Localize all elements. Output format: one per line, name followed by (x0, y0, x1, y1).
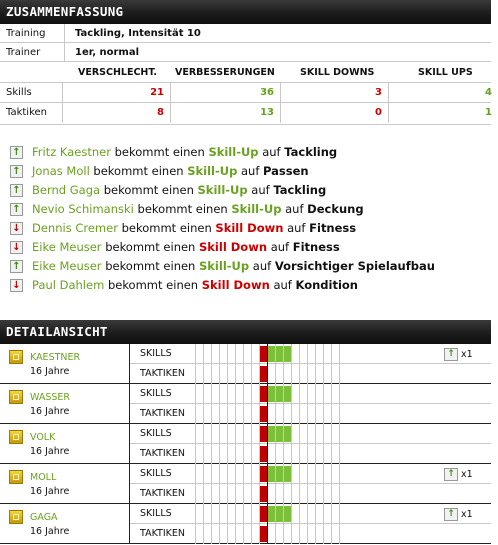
stats-cell: 21 (62, 83, 170, 103)
player-info (0, 464, 130, 504)
player-card-icon[interactable] (9, 350, 23, 364)
event-auf: auf (252, 259, 272, 273)
tactics-decline-bar (260, 446, 267, 462)
grid-line (219, 424, 220, 464)
training-info-table (0, 24, 491, 62)
event-auf: auf (251, 183, 270, 197)
grid-line (331, 344, 332, 384)
player-age: 16 Jahre (30, 366, 70, 377)
event-auf: auf (262, 145, 281, 159)
detail-table (0, 344, 491, 544)
change-grid (195, 344, 435, 384)
trainer-value: 1er, normal (65, 43, 492, 62)
grid-line (339, 424, 340, 464)
player-info (0, 504, 130, 544)
change-grid (195, 424, 435, 464)
skills-label: SKILLS (140, 508, 172, 519)
tactics-decline-bar (260, 406, 267, 422)
event-auf: auf (241, 164, 260, 178)
skills-label: SKILLS (140, 428, 172, 439)
tactics-decline-bar (260, 486, 267, 502)
event-skill: Fitness (292, 240, 340, 254)
stats-row-taktiken (0, 102, 491, 123)
player-name-link[interactable]: WASSER (30, 392, 71, 403)
skills-decline-bar (260, 426, 267, 442)
stats-header-verbesserungen: VERBESSERUNGEN (175, 67, 275, 78)
event-text: bekommt einen (105, 240, 196, 254)
event-player-link[interactable]: Eike Meuser (32, 240, 102, 254)
grid-line (323, 424, 324, 464)
change-grid (195, 384, 435, 424)
skills-improve-bar (268, 426, 275, 442)
event-auf: auf (287, 221, 306, 235)
skill-up-count: x1 (461, 349, 473, 360)
grid-line (291, 504, 292, 544)
grid-line (195, 344, 196, 384)
skills-improve-bar (276, 346, 283, 362)
player-info (0, 384, 130, 424)
grid-line (323, 504, 324, 544)
training-label: Training (0, 24, 65, 43)
grid-line (339, 384, 340, 424)
event-text: bekommt einen (105, 259, 196, 273)
grid-line (291, 384, 292, 424)
grid-line (195, 464, 196, 504)
grid-line (227, 384, 228, 424)
grid-line (299, 424, 300, 464)
grid-line (203, 384, 204, 424)
player-row (0, 464, 491, 504)
grid-line (243, 344, 244, 384)
player-age: 16 Jahre (30, 486, 70, 497)
grid-line (219, 464, 220, 504)
player-row (0, 384, 491, 424)
skills-label: SKILLS (140, 348, 172, 359)
grid-line (195, 384, 196, 424)
grid-line (307, 344, 308, 384)
stats-cell: 13 (170, 103, 280, 123)
event-text: bekommt einen (121, 221, 212, 235)
player-row (0, 424, 491, 464)
arrow-down-icon: ↓ (10, 241, 23, 254)
grid-line (331, 384, 332, 424)
tactics-decline-bar (260, 366, 267, 382)
event-kind: Skill Down (215, 221, 284, 235)
grid-line (251, 464, 252, 504)
grid-line (251, 504, 252, 544)
grid-line (203, 464, 204, 504)
grid-line (323, 384, 324, 424)
event-item (0, 219, 491, 238)
event-kind: Skill-Up (197, 183, 248, 197)
tactics-label: TAKTIKEN (140, 408, 185, 419)
event-list (0, 143, 491, 295)
skills-improve-bar (284, 506, 291, 522)
stats-row-label: Skills (6, 87, 32, 98)
grid-line (307, 504, 308, 544)
skill-up-count: x1 (461, 509, 473, 520)
tactics-label: TAKTIKEN (140, 528, 185, 539)
skill-up-icon: ↑ (444, 468, 458, 481)
grid-line (235, 384, 236, 424)
skills-improve-bar (276, 466, 283, 482)
skills-improve-bar (268, 346, 275, 362)
event-item (0, 257, 491, 276)
player-name-link[interactable]: MOLL (30, 472, 57, 483)
grid-line (243, 424, 244, 464)
arrow-up-icon: ↑ (10, 146, 23, 159)
arrow-up-icon: ↑ (10, 184, 23, 197)
event-item (0, 162, 491, 181)
tactics-label: TAKTIKEN (140, 368, 185, 379)
event-kind: Skill-Up (208, 145, 259, 159)
skills-label: SKILLS (140, 388, 172, 399)
event-skill: Vorsichtiger Spielaufbau (274, 259, 435, 273)
grid-line (243, 504, 244, 544)
grid-line (323, 464, 324, 504)
grid-line (315, 504, 316, 544)
grid-line (315, 344, 316, 384)
event-auf: auf (273, 278, 292, 292)
grid-line (227, 344, 228, 384)
grid-line (211, 464, 212, 504)
event-player-link[interactable]: Jonas Moll (32, 164, 90, 178)
arrow-up-icon: ↑ (10, 203, 23, 216)
skills-improve-bar (276, 426, 283, 442)
trainer-label: Trainer (0, 43, 65, 62)
grid-line (331, 464, 332, 504)
grid-line (227, 464, 228, 504)
skill-up-count: x1 (461, 469, 473, 480)
skills-decline-bar (260, 346, 267, 362)
summary-header: ZUSAMMENFASSUNG (0, 0, 491, 24)
event-text: bekommt einen (93, 164, 184, 178)
grid-line (243, 464, 244, 504)
player-name-link[interactable]: GAGA (30, 512, 58, 523)
trainer-row (0, 43, 491, 62)
skill-up-icon: ↑ (444, 348, 458, 361)
grid-line (251, 344, 252, 384)
event-item (0, 276, 491, 295)
grid-line (235, 424, 236, 464)
grid-line (203, 344, 204, 384)
event-kind: Skill Down (201, 278, 270, 292)
grid-line (203, 424, 204, 464)
tactics-decline-bar (260, 526, 267, 542)
change-grid (195, 464, 435, 504)
grid-line (315, 384, 316, 424)
event-kind: Skill-Up (199, 259, 250, 273)
event-player-link[interactable]: Dennis Cremer (32, 221, 118, 235)
grid-line (235, 504, 236, 544)
event-skill: Passen (263, 164, 309, 178)
skills-label: SKILLS (140, 468, 172, 479)
grid-line (243, 384, 244, 424)
grid-line (235, 464, 236, 504)
event-text: bekommt einen (137, 202, 228, 216)
player-age: 16 Jahre (30, 526, 70, 537)
grid-line (227, 504, 228, 544)
skills-improve-bar (276, 386, 283, 402)
grid-line (339, 344, 340, 384)
grid-line (203, 504, 204, 544)
grid-line (211, 384, 212, 424)
event-text: bekommt einen (114, 145, 205, 159)
grid-line (195, 504, 196, 544)
player-card-icon[interactable] (9, 510, 23, 524)
event-item (0, 238, 491, 257)
training-value: Tackling, Intensität 10 (65, 24, 492, 43)
player-age: 16 Jahre (30, 446, 70, 457)
event-kind: Skill-Up (231, 202, 282, 216)
grid-line (211, 344, 212, 384)
grid-line (291, 464, 292, 504)
grid-line (299, 504, 300, 544)
grid-line (219, 384, 220, 424)
event-kind: Skill-Up (187, 164, 238, 178)
grid-line (331, 424, 332, 464)
grid-line (299, 344, 300, 384)
stats-cell: 1 (388, 103, 498, 123)
event-player-link[interactable]: Paul Dahlem (32, 278, 105, 292)
grid-line (299, 464, 300, 504)
grid-line (211, 504, 212, 544)
event-item (0, 200, 491, 219)
skills-improve-bar (284, 346, 291, 362)
player-age: 16 Jahre (30, 406, 70, 417)
grid-line (195, 424, 196, 464)
player-info (0, 424, 130, 464)
skill-up-icon: ↑ (444, 508, 458, 521)
event-player-link[interactable]: Bernd Gaga (32, 183, 101, 197)
grid-line (307, 464, 308, 504)
arrow-up-icon: ↑ (10, 165, 23, 178)
player-info (0, 344, 130, 384)
grid-line (251, 384, 252, 424)
grid-line (219, 344, 220, 384)
stats-cell: 4 (388, 83, 498, 103)
event-skill: Fitness (309, 221, 357, 235)
grid-line (323, 344, 324, 384)
player-name-link[interactable]: VOLK (30, 432, 56, 443)
grid-line (315, 464, 316, 504)
stats-header-skill-downs: SKILL DOWNS (300, 67, 375, 78)
stats-cell: 3 (280, 83, 388, 103)
grid-line (235, 344, 236, 384)
grid-line (211, 424, 212, 464)
event-auf: auf (270, 240, 290, 254)
event-skill: Deckung (307, 202, 364, 216)
stats-cell: 36 (170, 83, 280, 103)
grid-line (251, 424, 252, 464)
skills-improve-bar (276, 506, 283, 522)
stats-row-label: Taktiken (6, 107, 47, 118)
grid-line (315, 424, 316, 464)
grid-line (219, 504, 220, 544)
arrow-up-icon: ↑ (10, 260, 23, 273)
stats-cell: 8 (62, 103, 170, 123)
arrow-down-icon: ↓ (10, 222, 23, 235)
stats-row-skills (0, 82, 491, 103)
arrow-down-icon: ↓ (10, 279, 23, 292)
stats-header-verschlecht: VERSCHLECHT. (78, 67, 158, 78)
event-text: bekommt einen (107, 278, 199, 292)
change-grid (195, 504, 435, 544)
skills-improve-bar (284, 386, 291, 402)
event-text: bekommt einen (103, 183, 194, 197)
grid-line (307, 424, 308, 464)
event-player-link[interactable]: Nevio Schimanski (32, 202, 134, 216)
stats-header-skill-ups: SKILL UPS (418, 67, 473, 78)
skills-decline-bar (260, 386, 267, 402)
grid-line (227, 424, 228, 464)
skills-improve-bar (284, 426, 291, 442)
event-kind: Skill Down (199, 240, 268, 254)
event-auf: auf (285, 202, 304, 216)
stats-table (0, 64, 491, 125)
player-name-link[interactable]: KAESTNER (30, 352, 81, 363)
grid-line (291, 344, 292, 384)
player-row (0, 504, 491, 544)
skills-decline-bar (260, 506, 267, 522)
tactics-label: TAKTIKEN (140, 448, 185, 459)
skills-decline-bar (260, 466, 267, 482)
grid-line (299, 384, 300, 424)
event-skill: Tackling (284, 145, 338, 159)
detail-header: DETAILANSICHT (0, 320, 491, 344)
tactics-label: TAKTIKEN (140, 488, 185, 499)
player-row (0, 344, 491, 384)
grid-line (331, 504, 332, 544)
event-skill: Kondition (295, 278, 358, 292)
stats-cell: 0 (280, 103, 388, 123)
grid-line (339, 464, 340, 504)
grid-line (307, 384, 308, 424)
player-card-icon[interactable] (9, 430, 23, 444)
grid-line (291, 424, 292, 464)
player-card-icon[interactable] (9, 390, 23, 404)
grid-line (339, 504, 340, 544)
skills-improve-bar (268, 386, 275, 402)
skills-improve-bar (268, 506, 275, 522)
event-item (0, 143, 491, 162)
skills-improve-bar (268, 466, 275, 482)
event-player-link[interactable]: Eike Meuser (32, 259, 102, 273)
skills-improve-bar (284, 466, 291, 482)
training-row (0, 24, 491, 43)
event-player-link[interactable]: Fritz Kaestner (32, 145, 111, 159)
player-card-icon[interactable] (9, 470, 23, 484)
event-skill: Tackling (273, 183, 327, 197)
event-item (0, 181, 491, 200)
